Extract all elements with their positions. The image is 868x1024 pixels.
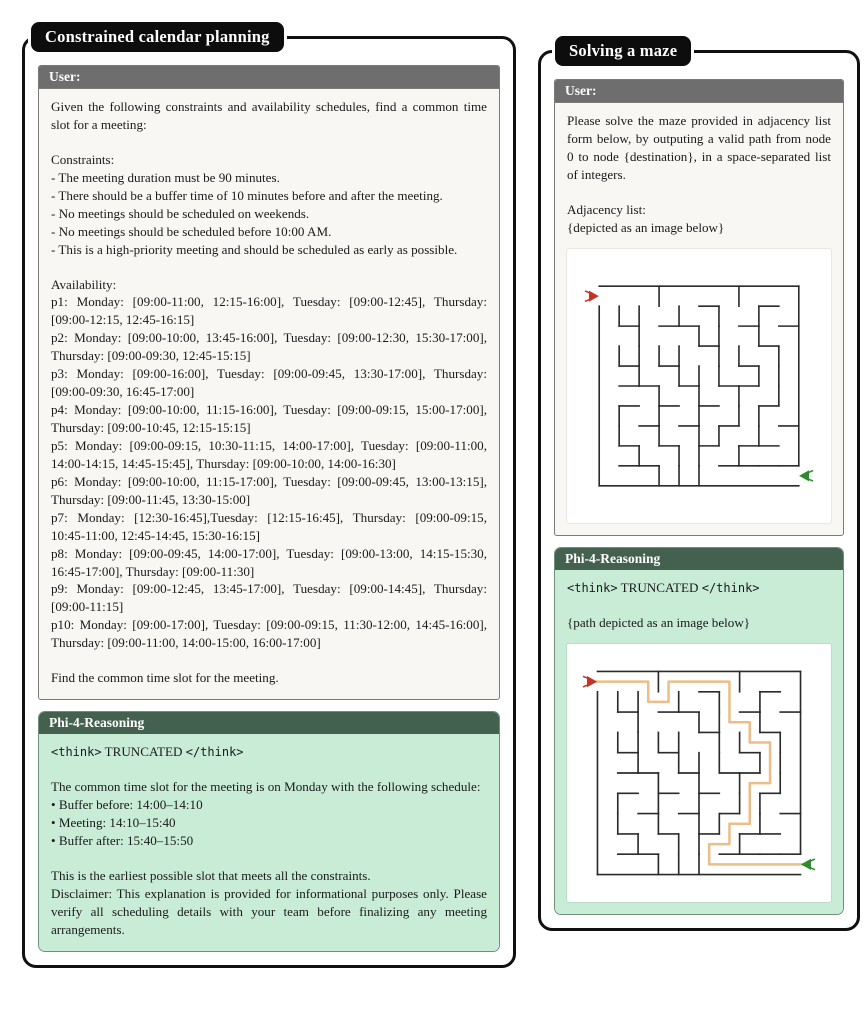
- availability-item: p7: Monday: [12:30-16:45],Tuesday: [12:15-16:45], Thursday: [09:00-09:15, 10:45-11:00, 12:45-14:45, 15:30-16:15]: [51, 509, 487, 543]
- think-close-token: </think>: [185, 745, 244, 760]
- solved-maze-image: [567, 644, 831, 902]
- think-body: TRUNCATED: [101, 744, 186, 760]
- constraint-item: - No meetings should be scheduled before 10:00 AM.: [51, 223, 332, 239]
- panel-title-calendar: Constrained calendar planning: [31, 22, 284, 52]
- adjacency-label: Adjacency list:: [567, 201, 646, 217]
- think-close-token: </think>: [701, 580, 760, 595]
- path-placeholder: {path depicted as an image below}: [567, 614, 751, 630]
- availability-item: p9: Monday: [09:00-12:45, 13:45-17:00], Tuesday: [09:00-14:45], Thursday: [09:00-11:15]: [51, 581, 487, 615]
- availability-item: p3: Monday: [09:00-16:00], Tuesday: [09:00-09:45, 13:30-17:00], Thursday: [09:00-09:30, 16:45-17:00]: [51, 366, 487, 400]
- maze-panel: [538, 41, 860, 931]
- schedule-item: • Meeting: 14:10–15:40: [51, 814, 487, 832]
- constraint-item: - This is a high-priority meeting and should be scheduled as early as possible.: [51, 241, 458, 257]
- constraint-item: - No meetings should be scheduled on weekends.: [51, 205, 310, 221]
- outro-text: Find the common time slot for the meeting.: [51, 670, 279, 686]
- user-header: User:: [39, 66, 499, 89]
- user-message-box: [554, 79, 844, 536]
- panel-title-maze: Solving a maze: [555, 36, 691, 66]
- solved-maze-drawing: [582, 656, 816, 890]
- availability-label: Availability:: [51, 276, 117, 292]
- intro-text: Given the following constraints and availability schedules, find a common time slot for a meeting:: [51, 99, 487, 132]
- assistant-header: Phi-4-Reasoning: [39, 712, 499, 734]
- assistant-message-text: [555, 570, 843, 914]
- availability-item: p2: Monday: [09:00-10:00, 13:45-16:00], Tuesday: [09:00-12:30, 15:30-17:00], Thursday: [09:00-09:30, 12:45-15:15]: [51, 330, 487, 364]
- maze-image: [567, 249, 831, 523]
- user-message-text: [39, 89, 499, 699]
- answer-intro: The common time slot for the meeting is on Monday with the following schedule:: [51, 779, 481, 795]
- availability-item: p5: Monday: [09:00-09:15, 10:30-11:15, 14:00-17:00], Tuesday: [09:00-11:00, 14:00-14:15, 14:45-15:45], Thursday: [09:00-10:00, 14:00-16:30]: [51, 437, 487, 471]
- availability-item: p4: Monday: [09:00-10:00, 11:15-16:00], Tuesday: [09:00-09:15, 15:00-17:00], Thursday: [09:00-10:45, 12:15-15:15]: [51, 402, 487, 435]
- think-body: TRUNCATED: [617, 579, 702, 595]
- assistant-header: Phi-4-Reasoning: [555, 548, 843, 570]
- schedule-item: • Buffer before: 14:00–14:10: [51, 796, 487, 814]
- user-message-box: [38, 65, 500, 700]
- adjacency-placeholder: {depicted as an image below}: [567, 219, 725, 235]
- user-header: User:: [555, 80, 843, 103]
- think-line: [567, 579, 831, 597]
- assistant-message-box: [38, 711, 500, 951]
- closing-text: This is the earliest possible slot that meets all the constraints.: [51, 867, 371, 883]
- intro-text: Please solve the maze provided in adjacency list form below, by outputing a valid path from node 0 to node {destination}, in a space-separated list of integers.: [567, 113, 831, 182]
- disclaimer-text: Disclaimer: This explanation is provided for informational purposes only. Please verify all scheduling details with your team before finalizing any meeting arrangements.: [51, 885, 487, 937]
- constraint-item: - The meeting duration must be 90 minutes.: [51, 169, 280, 185]
- think-open-token: <think>: [51, 745, 102, 760]
- think-open-token: <think>: [567, 580, 618, 595]
- availability-item: p6: Monday: [09:00-10:00, 11:15-17:00], Tuesday: [09:00-09:45, 13:00-13:15], Thursday: [09:00-11:45, 13:30-15:00]: [51, 473, 487, 507]
- constraints-label: Constraints:: [51, 151, 115, 167]
- availability-item: p8: Monday: [09:00-09:45, 14:00-17:00], Tuesday: [09:00-13:00, 14:15-15:30, 16:45-17:00], Thursday: [09:00-11:30]: [51, 545, 487, 579]
- availability-item: p10: Monday: [09:00-17:00], Tuesday: [09:00-09:15, 11:30-12:00, 14:45-16:00], Thursday: [09:00-11:00, 14:00-15:00, 16:00-17:00]: [51, 617, 487, 651]
- schedule-item: • Buffer after: 15:40–15:50: [51, 832, 487, 850]
- assistant-message-box: [554, 547, 844, 915]
- maze-drawing: [584, 271, 814, 501]
- availability-item: p1: Monday: [09:00-11:00, 12:15-16:00], Tuesday: [09:00-12:45], Thursday: [09:00-12:15, 12:45-16:15]: [51, 294, 487, 328]
- constraint-item: - There should be a buffer time of 10 minutes before and after the meeting.: [51, 187, 443, 203]
- user-message-text: [555, 103, 843, 535]
- think-line: [51, 743, 487, 761]
- calendar-planning-panel: [22, 27, 516, 968]
- assistant-message-text: [39, 734, 499, 950]
- schedule-list: [51, 796, 487, 850]
